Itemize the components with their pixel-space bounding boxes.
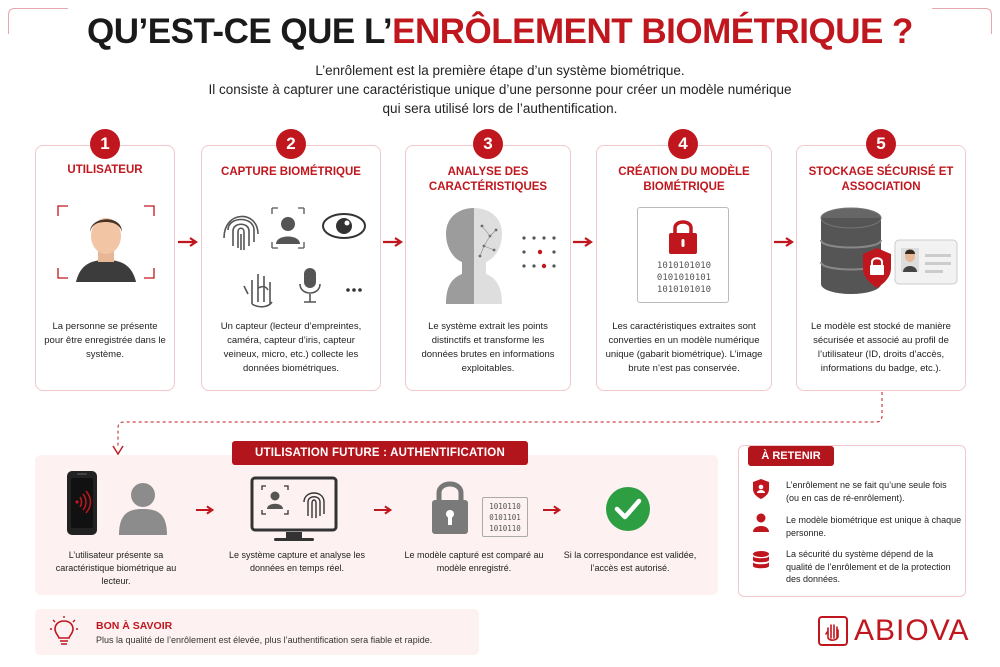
binary-line: 1010110 <box>489 502 521 511</box>
arrow-right-icon <box>178 237 200 247</box>
arrow-right-icon <box>374 505 394 515</box>
step-desc: Les caractéristiques extraites sont converties en un modèle numérique unique (gabarit biométrique). L’image brute n’est pas conservée. <box>605 321 763 374</box>
database-small-icon <box>752 550 770 572</box>
tip-title: BON À SAVOIR <box>96 620 173 632</box>
future-desc: L’utilisateur présente sa caractéristique biométrique au lecteur. <box>55 550 177 586</box>
arrow-right-icon <box>543 505 563 515</box>
binary-code <box>638 260 730 296</box>
arrow-right-icon <box>383 237 405 247</box>
phone-nfc-icon <box>63 469 175 537</box>
tip-text: Plus la qualité de l’enrôlement est élevée, plus l’authentification sera fiable et rapide. <box>96 635 433 645</box>
step-title: CRÉATION DU MODÈLE BIOMÉTRIQUE <box>618 166 750 193</box>
step-card-2 <box>201 145 381 391</box>
step-card-4 <box>596 145 772 391</box>
binary-line: 1010110 <box>489 524 521 533</box>
user-icon <box>52 202 160 282</box>
arrow-right-icon <box>774 237 796 247</box>
brand-logo <box>818 614 969 648</box>
binary-line: 0101010101 <box>656 273 712 283</box>
arrow-right-icon <box>196 505 216 515</box>
template-card <box>637 207 729 303</box>
step-desc: La personne se présente pour être enregistrée dans le système. <box>44 321 166 360</box>
step-desc: Le système extrait les points distinctifs et transforme les données brutes en informations exploitables. <box>421 321 555 374</box>
intro-line: Il consiste à capturer une caractéristique unique d’une personne pour créer un modèle numérique <box>208 82 792 97</box>
intro-line: L’enrôlement est la première étape d’un système biométrique. <box>315 63 685 78</box>
padlock-compare-icon <box>430 478 470 536</box>
arrow-right-icon <box>573 237 595 247</box>
intro-line: qui sera utilisé lors de l’authentification. <box>382 101 618 116</box>
step-badge: 2 <box>276 129 306 159</box>
person-icon <box>752 513 770 533</box>
step-title: UTILISATEUR <box>67 164 143 176</box>
step-title: ANALYSE DES CARACTÉRISTIQUES <box>428 166 548 193</box>
step-badge: 1 <box>90 129 120 159</box>
future-banner: UTILISATION FUTURE : AUTHENTIFICATION <box>232 441 528 465</box>
lock-template-icon <box>667 218 699 254</box>
binary-line: 0101101 <box>489 513 521 522</box>
binary-line: 1010101010 <box>656 285 712 295</box>
future-desc: Si la correspondance est validée, l’accès est autorisé. <box>563 550 697 573</box>
lightbulb-icon <box>50 615 78 647</box>
step-card-1 <box>35 145 175 391</box>
binary-line: 1010101010 <box>656 261 712 271</box>
check-circle-icon <box>605 486 651 532</box>
hand-logo-icon <box>818 616 848 646</box>
retenir-item: Le modèle biométrique est unique à chaque personne. <box>786 515 962 538</box>
database-icon <box>813 204 959 304</box>
binary-code <box>482 497 528 537</box>
step-card-3 <box>405 145 571 391</box>
shield-user-icon <box>752 478 770 500</box>
face-analysis-icon <box>424 206 560 306</box>
step-title: STOCKAGE SÉCURISÉ ET ASSOCIATION <box>808 166 954 193</box>
step-badge: 5 <box>866 129 896 159</box>
step-badge: 3 <box>473 129 503 159</box>
future-desc: Le système capture et analyse les données en temps réel. <box>228 550 366 573</box>
step-title: CAPTURE BIOMÉTRIQUE <box>221 166 361 178</box>
step-badge: 4 <box>668 129 698 159</box>
retenir-item: La sécurité du système dépend de la qualité de l’enrôlement et de la protection des données. <box>786 549 951 584</box>
intro-text <box>150 61 850 118</box>
retenir-item: L’enrôlement ne se fait qu’une seule fois (ou en cas de ré-enrôlement). <box>786 480 947 503</box>
tip-box <box>35 609 479 655</box>
monitor-scan-icon <box>250 476 338 544</box>
page-title: QU’EST-CE QUE L’ENRÔLEMENT BIOMÉTRIQUE ? <box>87 12 913 51</box>
brand-name: ABIOVA <box>854 614 970 647</box>
fingerprint-icon <box>218 204 370 308</box>
step-desc: Le modèle est stocké de manière sécurisée et associé au profil de l’utilisateur (ID, droits d’accès, informations du badge, etc.). <box>811 321 951 374</box>
future-desc: Le modèle capturé est comparé au modèle enregistré. <box>404 550 544 573</box>
step-card-5 <box>796 145 966 391</box>
step-desc: Un capteur (lecteur d’empreintes, caméra, capteur d’iris, capteur veineux, micro, etc.) collecte les données biométriques. <box>220 321 362 374</box>
retenir-banner: À RETENIR <box>748 446 834 466</box>
